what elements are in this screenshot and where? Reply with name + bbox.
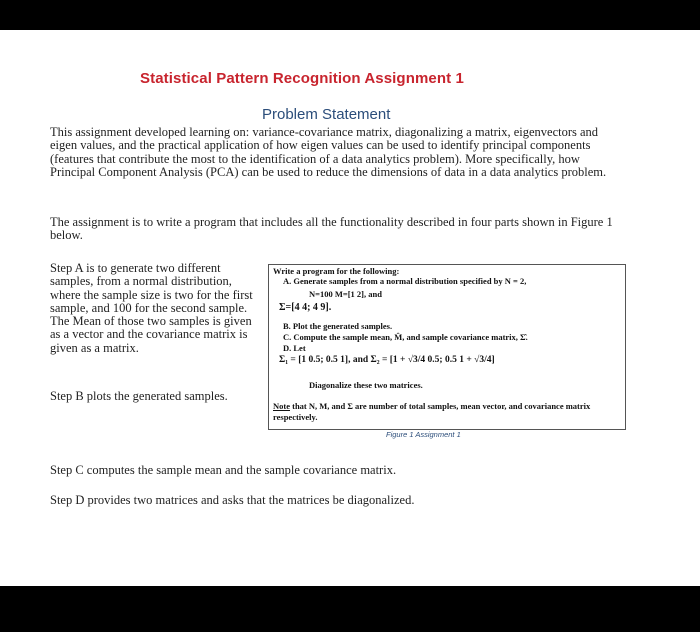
figure-header: Write a program for the following: xyxy=(273,266,400,276)
section-heading: Problem Statement xyxy=(262,106,391,123)
task-paragraph: The assignment is to write a program that includes all the functionality described in four parts shown in Figure 1 below. xyxy=(50,215,613,243)
figure-sigma: Σ=[4 4; 4 9]. xyxy=(279,302,332,313)
figure-item-d: D. Let xyxy=(283,343,306,353)
figure-box xyxy=(268,264,626,430)
document-page xyxy=(0,30,700,586)
step-c-paragraph: Step C computes the sample mean and the sample covariance matrix. xyxy=(50,463,397,477)
step-b-paragraph: Step B plots the generated samples. xyxy=(50,389,228,403)
figure-item-a-params: N=100 M=[1 2], and xyxy=(309,289,382,299)
figure-note xyxy=(273,401,621,422)
figure-item-c: C. Compute the sample mean, M̂, and sample covariance matrix, Σ̂. xyxy=(283,332,528,342)
figure-caption: Figure 1 Assignment 1 xyxy=(386,430,461,439)
note-text: that N, M, and Σ are number of total samples, mean vector, and covariance matrix respectively. xyxy=(273,401,591,422)
intro-paragraph: This assignment developed learning on: variance-covariance matrix, diagonalizing a matrix, eigenvectors and eigen values, and the practical application of how eigen values can be used to identify principal components (features that contribute the most to the identification of a data analytics problem). More specifically, how Principal Component Analysis (PCA) can be used to reduce the dimensions of data in a data analytics problem. xyxy=(50,125,607,179)
figure-matrices: Σ₁ = [1 0.5; 0.5 1], and Σ₂ = [1 + √3/4 0.5; 0.5 1 + √3/4] xyxy=(279,355,495,365)
figure-item-a: A. Generate samples from a normal distribution specified by N = 2, xyxy=(283,276,527,286)
step-a-paragraph: Step A is to generate two different samples, from a normal distribution, where the sample size is two for the first sample, and 100 for the second sample. The Mean of those two samples is given as a vector and the covariance matrix is given as a matrix. xyxy=(50,261,253,355)
figure-item-b: B. Plot the generated samples. xyxy=(283,321,393,331)
step-d-paragraph: Step D provides two matrices and asks that the matrices be diagonalized. xyxy=(50,493,415,507)
figure-diagonalize: Diagonalize these two matrices. xyxy=(309,380,423,390)
note-label: Note xyxy=(273,401,290,411)
page-title: Statistical Pattern Recognition Assignment 1 xyxy=(140,70,464,87)
